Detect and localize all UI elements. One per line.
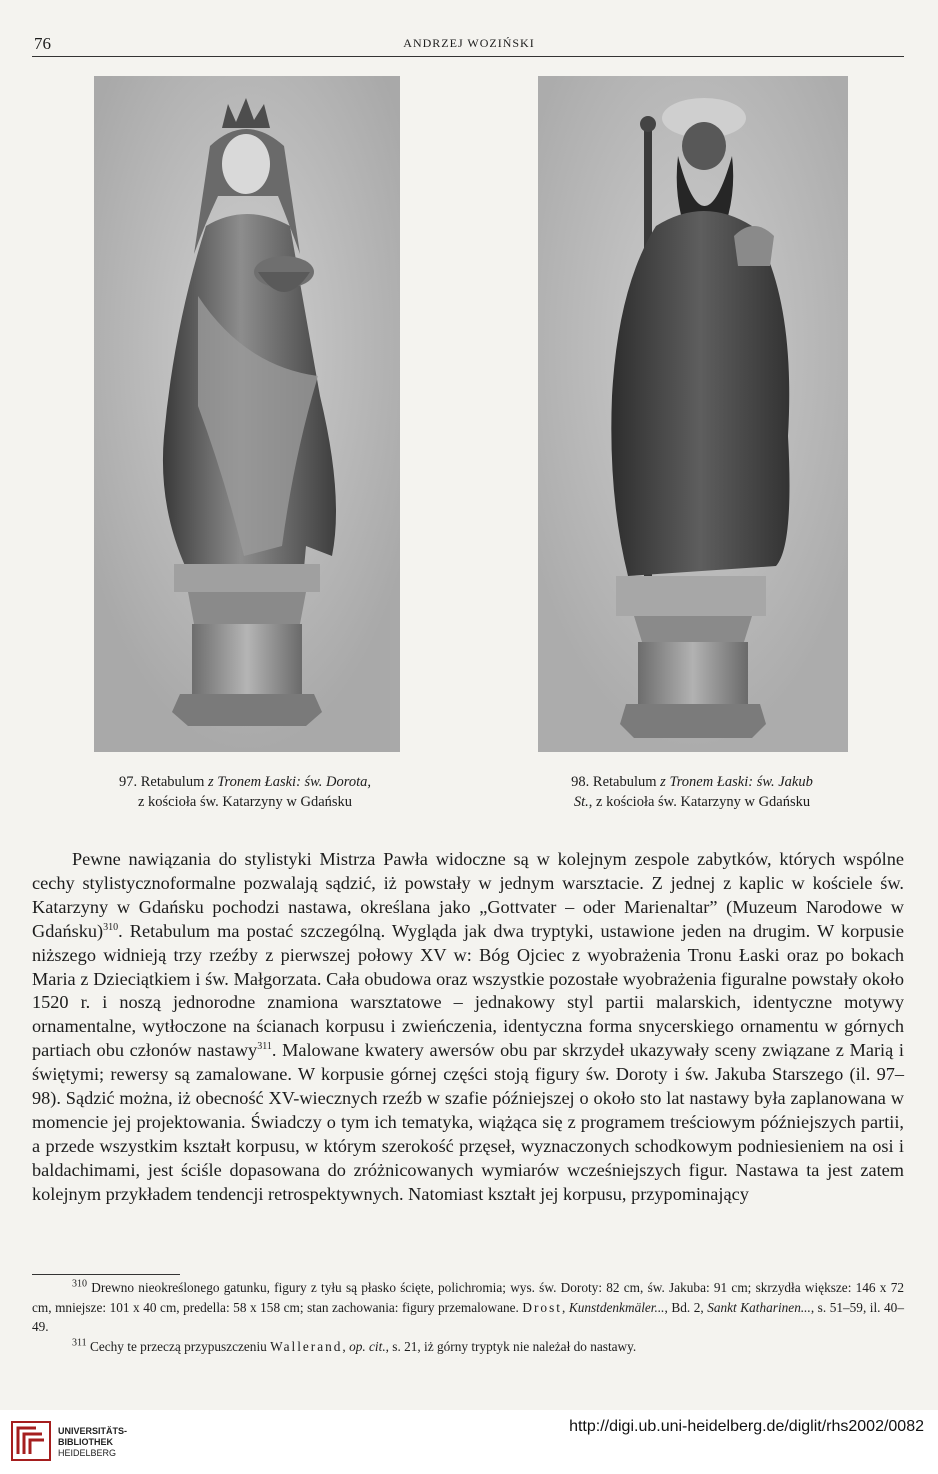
author-name: Wallerand	[270, 1338, 343, 1354]
text-run: , Bd. 2,	[664, 1299, 708, 1315]
body-text	[32, 848, 904, 1207]
text-run: . Malowane kwatery awersów obu par skrzydeł ukazywały sceny związane z Marią i świętymi; rewersy są zamalowane. W korpusie górnej części stoją figury św. Doroty i św. Jakuba Starszego (il. 97–98). Sądzić można, iż obecność XV-wiecznych rzeźb w szafie późniejszej o około sto lat nastawy była zaplanowana w momencie jej projektowania. Świadczy o tym ich tematyka, wiążąca się z programem treściowym późniejszych partii, a przede wszystkim kształt korpusu, w którym szerokość przęseł, wyznaczonych schodkowym podniesieniem na osi i baldachimami, jest ściśle dopasowana do zróżnicowanych wymiarów wcześniejszych figur. Nastawa ta jest zatem kolejnym przykładem tendencji retrospektywnych. Natomiast kształt jej korpusu, przypominający	[32, 1040, 904, 1204]
figure-98-photo	[538, 76, 848, 752]
text-run: , s. 21, iż górny tryptyk nie należał do nastawy.	[385, 1338, 637, 1354]
author-name: Drost	[522, 1299, 562, 1315]
text-run: Drewno nieokreślonego gatunku, figury z tyłu są płasko ścięte, polichromia; wys. św. Doroty: 82 cm, św. Jakuba: 91 cm; skrzydła większe: 146 x 72 cm, mniejsze: 101 x 40 cm, predella: 58 x 158 cm; stan zachowania: figury przemalowane.	[32, 1280, 904, 1315]
work-title: op. cit.	[349, 1338, 386, 1354]
footnotes	[32, 1278, 904, 1356]
caption-italic: z Tronem Łaski: św. Jakub	[660, 774, 813, 790]
running-head: ANDRZEJ WOZIŃSKI	[403, 36, 535, 50]
work-title: Sankt Katharinen...	[707, 1299, 811, 1315]
figure-98-caption	[512, 772, 872, 812]
caption-text: , z kościoła św. Katarzyny w Gdańsku	[588, 794, 811, 810]
library-logo-icon	[10, 1420, 52, 1462]
text-run: ,	[561, 1299, 569, 1315]
paragraph	[32, 848, 904, 1207]
work-title: Kunstdenkmäler...	[568, 1299, 665, 1315]
header-rule	[32, 56, 904, 57]
footnote-number: 311	[72, 1337, 87, 1349]
library-name-line: HEIDELBERG	[58, 1448, 117, 1458]
caption-italic: z Tronem Łaski: św. Dorota,	[208, 774, 372, 790]
footnote-rule	[32, 1274, 180, 1275]
text-run: Cechy te przeczą przypuszczeniu	[86, 1338, 271, 1354]
caption-italic: St.	[573, 794, 589, 810]
footnote-310	[32, 1278, 904, 1337]
footnote-311	[32, 1337, 904, 1357]
text-run: , s. 51–59, il. 40–49.	[32, 1299, 904, 1334]
caption-text: z kościoła św. Katarzyny w Gdańsku	[137, 794, 353, 810]
caption-text: 97. Retabulum	[118, 774, 208, 790]
text-run: ,	[342, 1338, 350, 1354]
footnote-number: 310	[72, 1278, 87, 1290]
footnote-ref-311[interactable]: 311	[257, 1041, 272, 1053]
text-run: Pewne nawiązania do stylistyki Mistrza Pawła widoczne są w kolejnym zespole zabytków, których wspólne cechy stylistycznoformalne pozwalają sądzić, iż powstały w jednym warsztacie. Z jednej z kaplic w kościele św. Katarzyny w Gdańsku pochodzi nastawa, określana jako „Gottvater – oder Marienaltar” (Muzeum Narodowe w Gdańsku)	[32, 849, 904, 941]
text-run: . Retabulum ma postać szczególną. Wygląda jak dwa tryptyki, ustawione jeden na drugim. W korpusie niższego widnieją trzy rzeźby z pierwszej połowy XV w: Bóg Ojciec z wyobrażenia Tronu Łaski oraz po bokach Maria z Dzieciątkiem i św. Małgorzata. Cała obudowa oraz wszystkie pozostałe wyobrażenia figuralne powstały około 1520 r. i noszą jednorodne znamiona warsztatowe – jednakowy styl partii malarskich, identyczne motywy ornamentalne, wytłoczone na ścianach korpusu i zwieńczenia, identyczna forma snycerskiego ornamentu w górnych partiach obu członów nastawy	[32, 920, 904, 1061]
library-name-line: BIBLIOTHEK	[58, 1437, 113, 1447]
caption-text: 98. Retabulum	[571, 774, 661, 790]
library-name	[58, 1426, 127, 1459]
page-number: 76	[34, 34, 51, 53]
figure-97-photo	[94, 76, 400, 752]
footnote-ref-310[interactable]: 310	[103, 921, 119, 933]
figure-97-caption	[70, 772, 420, 812]
source-url[interactable]: http://digi.ub.uni-heidelberg.de/diglit/rhs2002/0082	[569, 1418, 924, 1435]
library-name-line: UNIVERSITÄTS-	[58, 1426, 128, 1436]
